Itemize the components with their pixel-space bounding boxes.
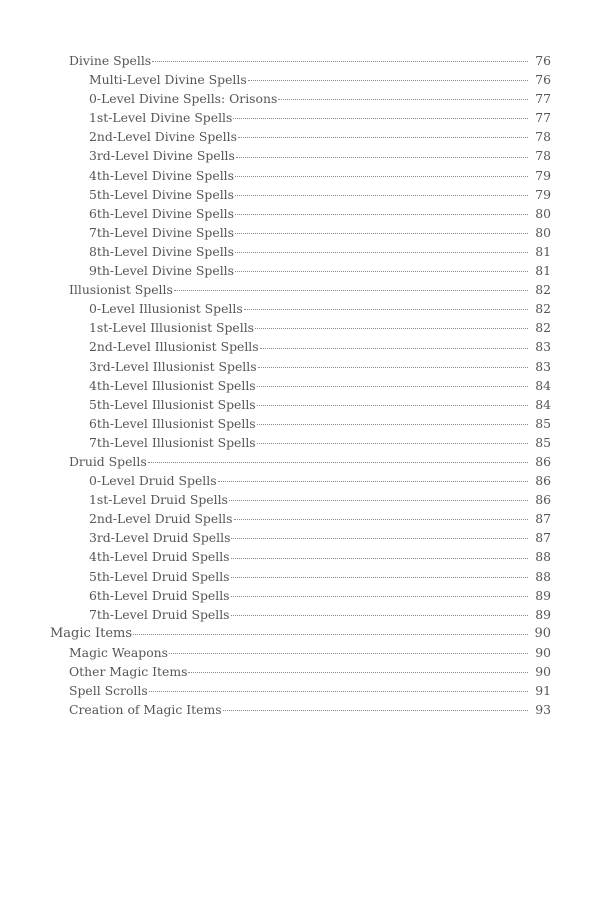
toc-entry[interactable] [0, 490, 600, 509]
toc-entry-title: 2nd-Level Illusionist Spells [89, 339, 259, 355]
dot-leader [218, 480, 528, 482]
toc-entry-title: 5th-Level Illusionist Spells [89, 396, 256, 412]
toc-entry-title: 0-Level Druid Spells [89, 473, 217, 489]
toc-entry-page-number: 77 [535, 91, 551, 107]
toc-entry-title: Creation of Magic Items [69, 702, 222, 718]
dot-leader [257, 423, 528, 425]
dot-leader [231, 614, 528, 616]
toc-entry[interactable] [0, 605, 600, 624]
toc-entry[interactable] [0, 624, 600, 643]
toc-entry-page-number: 86 [535, 492, 551, 508]
dot-leader [255, 327, 528, 329]
dot-leader [152, 60, 528, 62]
toc-entry-page-number: 83 [535, 339, 551, 355]
toc-entry[interactable] [0, 700, 600, 719]
toc-entry-page-number: 89 [535, 587, 551, 603]
toc-entry-title: 4th-Level Illusionist Spells [89, 377, 256, 393]
toc-entry-page-number: 76 [535, 53, 551, 68]
toc-entry[interactable] [0, 146, 600, 165]
toc-entry[interactable] [0, 261, 600, 280]
toc-entry[interactable] [0, 662, 600, 681]
toc-entry-title: 3rd-Level Divine Spells [89, 148, 235, 164]
toc-entry-title: 6th-Level Illusionist Spells [89, 415, 256, 431]
toc-entry-page-number: 85 [535, 434, 551, 450]
dot-leader [231, 595, 528, 597]
dot-leader [248, 79, 528, 81]
toc-entry[interactable] [0, 337, 600, 356]
toc-entry-page-number: 91 [535, 683, 551, 699]
toc-entry-title: 8th-Level Divine Spells [89, 243, 234, 259]
toc-entry-page-number: 86 [535, 453, 551, 469]
dot-leader [188, 671, 528, 673]
toc-entry-title: 7th-Level Druid Spells [89, 606, 230, 622]
toc-entry[interactable] [0, 643, 600, 662]
toc-entry-title: 4th-Level Druid Spells [89, 549, 230, 565]
toc-entry-page-number: 86 [535, 473, 551, 489]
dot-leader [231, 576, 528, 578]
toc-entry-page-number: 90 [535, 664, 551, 679]
toc-entry-page-number: 88 [535, 568, 551, 584]
toc-entry-page-number: 81 [535, 263, 551, 279]
toc-entry[interactable] [0, 108, 600, 127]
toc-entry[interactable] [0, 681, 600, 700]
toc-entry-page-number: 78 [535, 148, 551, 164]
dot-leader [235, 175, 528, 177]
toc-entry[interactable] [0, 70, 600, 89]
dot-leader [257, 404, 528, 406]
dot-leader [231, 557, 528, 559]
dot-leader [257, 385, 528, 387]
toc-entry-title: Magic Weapons [69, 644, 169, 660]
toc-entry-page-number: 84 [535, 396, 551, 412]
toc-entry[interactable] [0, 89, 600, 108]
dot-leader [223, 709, 528, 711]
toc-entry[interactable] [0, 185, 600, 204]
toc-entry-page-number: 87 [535, 530, 551, 546]
dot-leader [260, 347, 528, 349]
toc-entry-page-number: 82 [535, 282, 551, 298]
toc-entry-page-number: 89 [535, 606, 551, 622]
toc-entry-title: 7th-Level Illusionist Spells [89, 434, 256, 450]
dot-leader [149, 690, 528, 692]
toc-entry-title: 0-Level Illusionist Spells [89, 301, 243, 317]
dot-leader [148, 461, 528, 463]
toc-entry-title: 3rd-Level Illusionist Spells [89, 358, 257, 374]
toc-entry[interactable] [0, 567, 600, 586]
dot-leader [174, 289, 528, 291]
toc-entry-page-number: 83 [535, 358, 551, 374]
dot-leader [234, 518, 529, 520]
toc-entry[interactable] [0, 471, 600, 490]
toc-entry-page-number: 79 [535, 167, 551, 183]
toc-entry[interactable] [0, 204, 600, 223]
toc-entry-page-number: 81 [535, 243, 551, 259]
toc-entry[interactable] [0, 280, 600, 299]
dot-leader [133, 633, 528, 635]
toc-entry-page-number: 87 [535, 511, 551, 527]
toc-entry[interactable] [0, 547, 600, 566]
dot-leader [169, 652, 528, 654]
toc-entry-title: 1st-Level Druid Spells [89, 492, 228, 508]
table-of-contents [0, 51, 600, 719]
toc-entry-page-number: 82 [535, 301, 551, 317]
toc-entry-page-number: 80 [535, 224, 551, 240]
toc-entry[interactable] [0, 452, 600, 471]
toc-entry-title: Magic Items [50, 625, 133, 641]
toc-entry-title: Illusionist Spells [69, 282, 173, 298]
toc-entry[interactable] [0, 357, 600, 376]
toc-entry-title: 4th-Level Divine Spells [89, 167, 234, 183]
dot-leader [231, 537, 528, 539]
toc-entry-title: 1st-Level Illusionist Spells [89, 320, 255, 336]
toc-entry[interactable] [0, 166, 600, 185]
toc-entry-title: 6th-Level Divine Spells [89, 205, 234, 221]
toc-entry[interactable] [0, 433, 600, 452]
toc-entry-page-number: 90 [534, 625, 551, 641]
toc-entry-title: 5th-Level Druid Spells [89, 568, 230, 584]
dot-leader [278, 98, 528, 100]
toc-entry[interactable] [0, 509, 600, 528]
dot-leader [235, 213, 528, 215]
toc-entry[interactable] [0, 414, 600, 433]
toc-entry-title: 2nd-Level Divine Spells [89, 129, 237, 145]
toc-entry-title: 6th-Level Druid Spells [89, 587, 230, 603]
toc-entry-title: Druid Spells [69, 453, 147, 469]
toc-entry-title: Multi-Level Divine Spells [89, 72, 247, 88]
toc-entry-page-number: 88 [535, 549, 551, 565]
toc-entry-page-number: 85 [535, 415, 551, 431]
toc-entry-page-number: 78 [535, 129, 551, 145]
toc-entry-title: Other Magic Items [69, 664, 188, 679]
toc-entry-title: 0-Level Divine Spells: Orisons [89, 91, 278, 107]
toc-entry[interactable] [0, 242, 600, 261]
dot-leader [233, 117, 528, 119]
dot-leader [238, 136, 528, 138]
toc-entry[interactable] [0, 299, 600, 318]
toc-entry-page-number: 90 [535, 644, 551, 660]
toc-entry-page-number: 82 [535, 320, 551, 336]
toc-entry-title: 9th-Level Divine Spells [89, 263, 234, 279]
toc-entry[interactable] [0, 376, 600, 395]
toc-entry[interactable] [0, 586, 600, 605]
toc-entry[interactable] [0, 51, 600, 70]
toc-entry-title: 5th-Level Divine Spells [89, 186, 234, 202]
toc-entry[interactable] [0, 528, 600, 547]
dot-leader [236, 156, 528, 158]
toc-entry[interactable] [0, 395, 600, 414]
toc-entry-page-number: 93 [535, 702, 551, 718]
toc-entry-page-number: 80 [535, 205, 551, 221]
toc-entry-title: 3rd-Level Druid Spells [89, 530, 231, 546]
toc-entry-title: Divine Spells [69, 53, 152, 68]
toc-entry-page-number: 84 [535, 377, 551, 393]
toc-entry-page-number: 77 [535, 110, 551, 126]
toc-entry-title: 1st-Level Divine Spells [89, 110, 233, 126]
dot-leader [235, 270, 528, 272]
dot-leader [258, 366, 528, 368]
dot-leader [235, 194, 528, 196]
toc-entry[interactable] [0, 318, 600, 337]
dot-leader [235, 232, 528, 234]
dot-leader [257, 442, 528, 444]
toc-entry[interactable] [0, 127, 600, 146]
toc-entry-title: 7th-Level Divine Spells [89, 224, 234, 240]
toc-entry[interactable] [0, 223, 600, 242]
toc-entry-page-number: 76 [535, 72, 551, 88]
dot-leader [235, 251, 528, 253]
toc-entry-title: 2nd-Level Druid Spells [89, 511, 233, 527]
toc-entry-page-number: 79 [535, 186, 551, 202]
toc-entry-title: Spell Scrolls [69, 683, 148, 699]
dot-leader [229, 499, 528, 501]
dot-leader [244, 308, 528, 310]
